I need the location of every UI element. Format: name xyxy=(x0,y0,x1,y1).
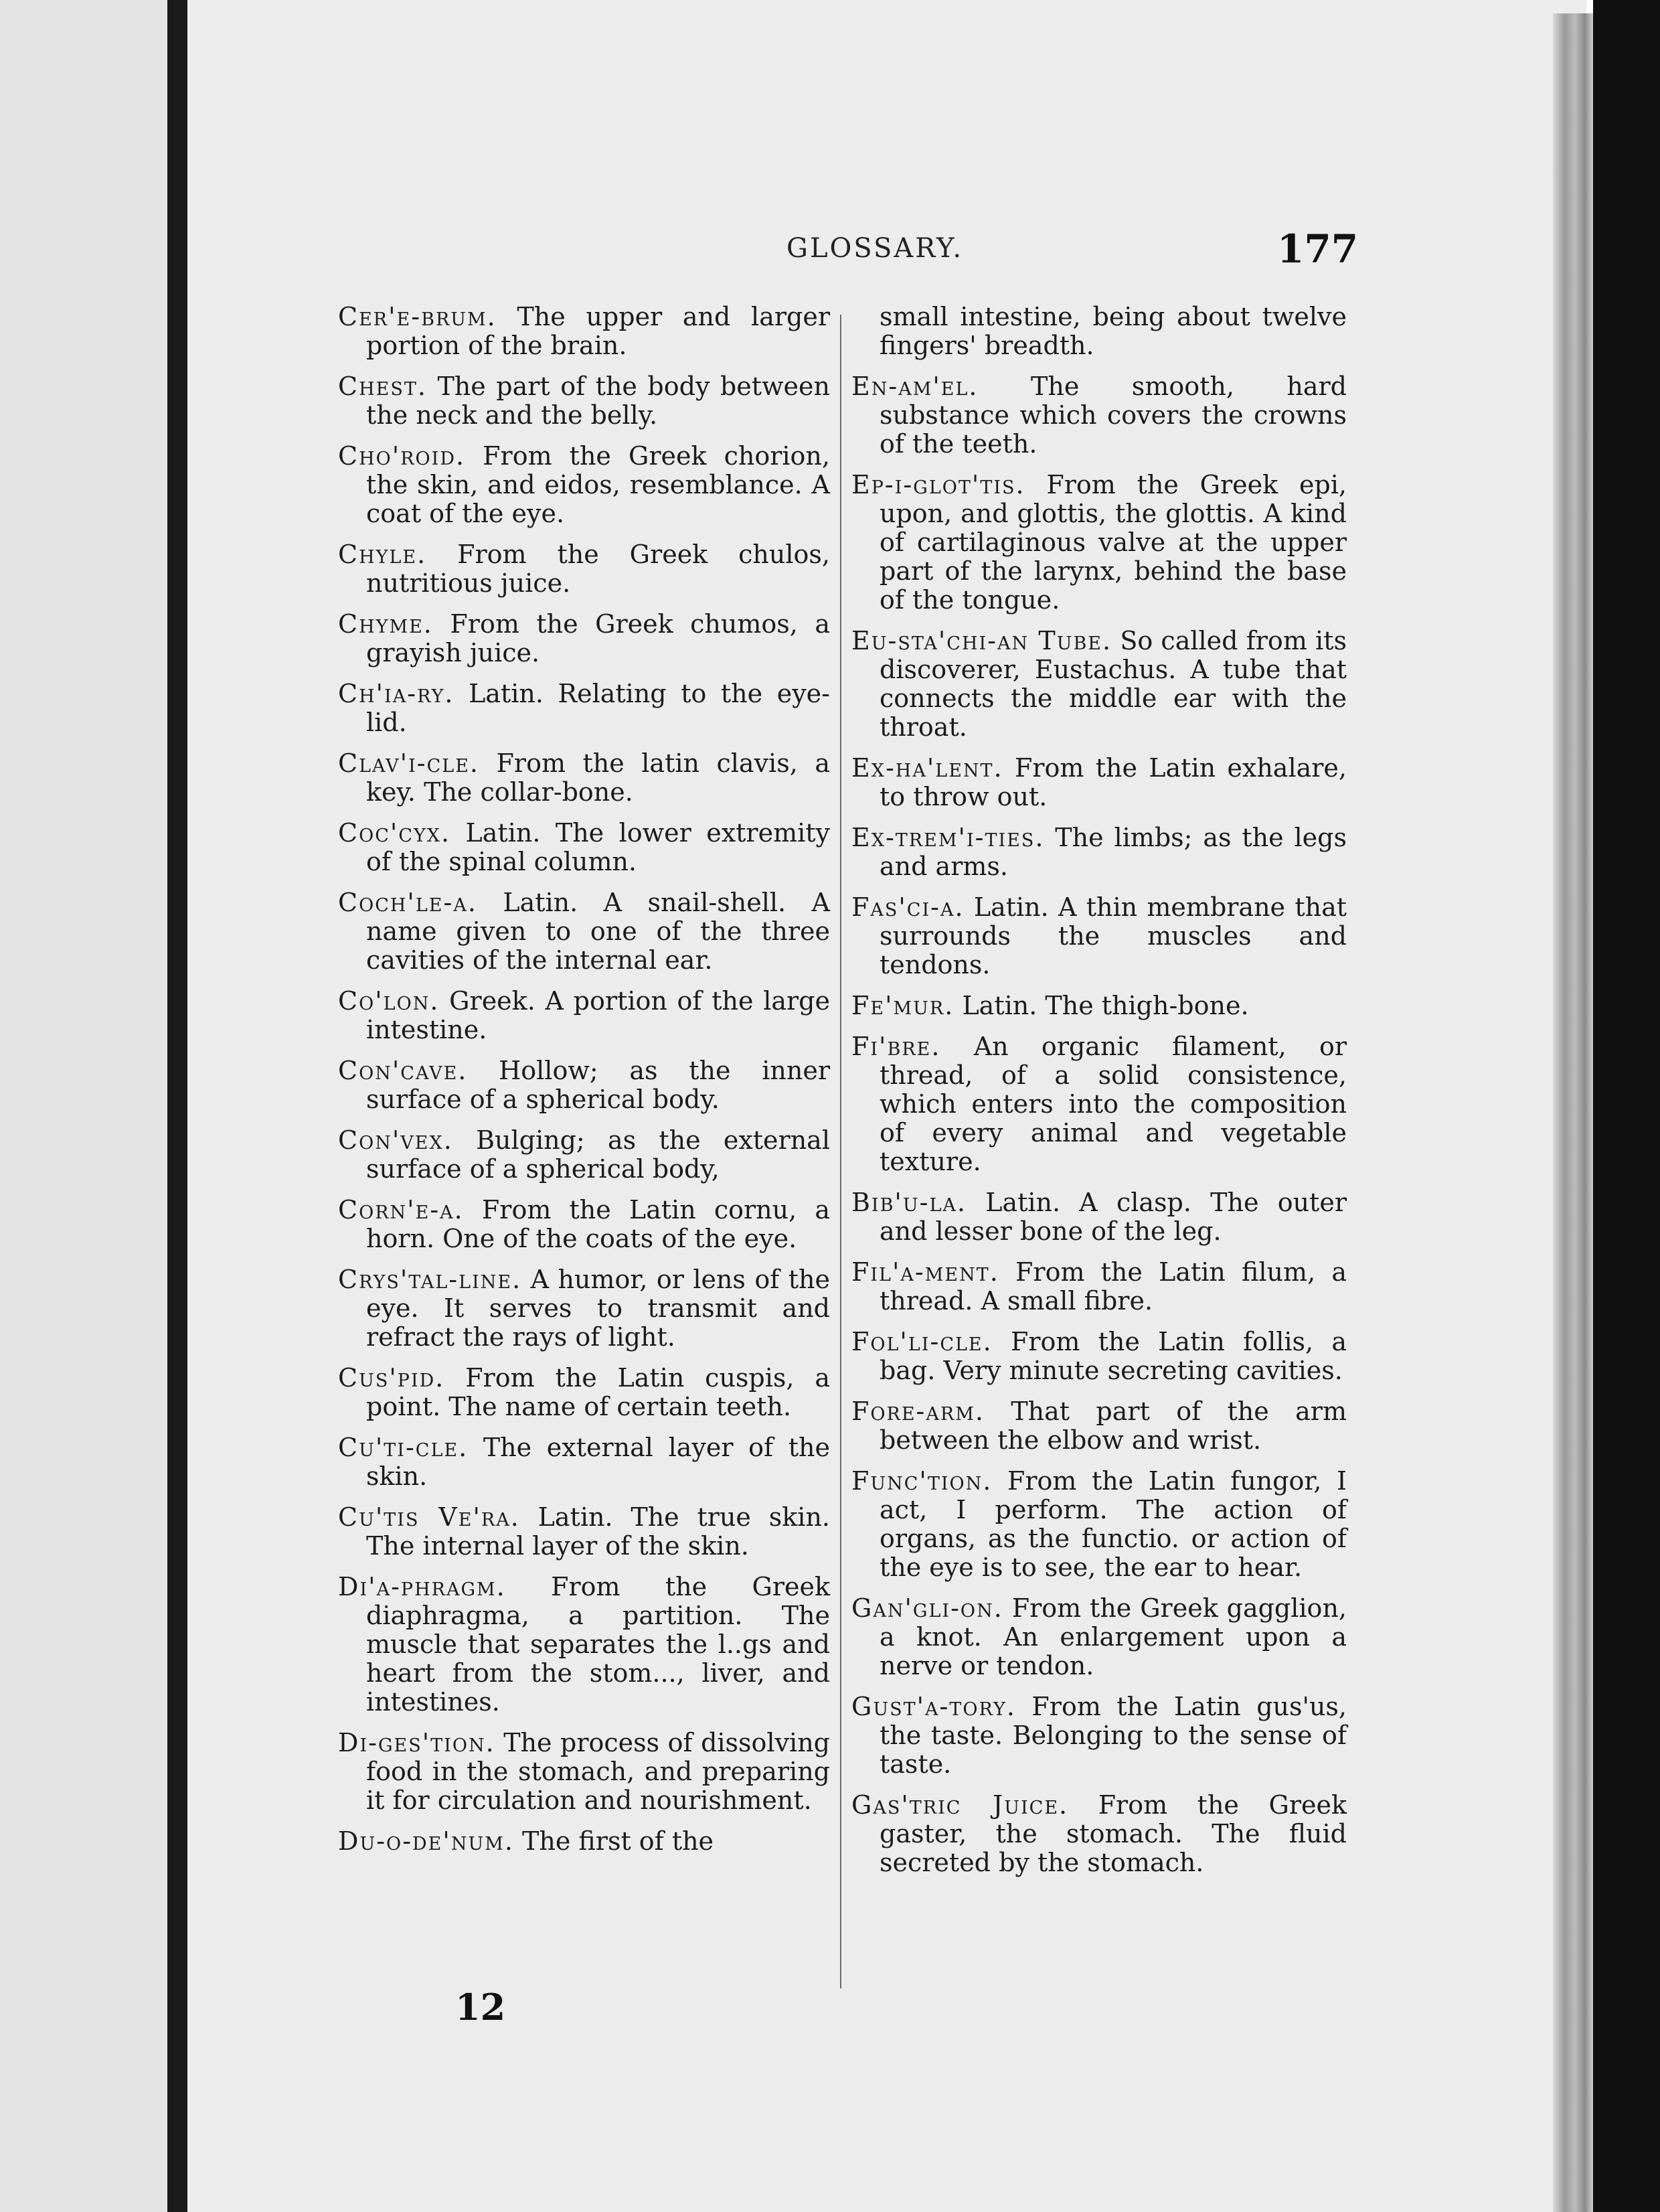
entry-headword: Cer'e-brum. xyxy=(338,302,497,331)
entry-definition: From the Greek diaphragma, a partition. The muscle that separates the l..gs and heart from the stom..., liver, and intestines. xyxy=(366,1572,830,1717)
entry-definition: Latin. Relating to the eye-lid. xyxy=(366,679,830,737)
entry-definition: From the Greek chorion, the skin, and eidos, resemblance. A coat of the eye. xyxy=(366,441,830,528)
entry-definition: From the Latin follis, a bag. Very minute secreting cavities. xyxy=(880,1327,1347,1385)
glossary-entry xyxy=(338,1056,830,1114)
glossary-entry xyxy=(851,823,1347,881)
glossary-entry xyxy=(338,1364,830,1421)
glossary-column-right xyxy=(851,303,1347,1889)
glossary-entry xyxy=(851,1188,1347,1246)
entry-headword: Func'tion. xyxy=(851,1466,993,1496)
glossary-entry xyxy=(338,888,830,975)
glossary-entry xyxy=(851,1032,1347,1176)
glossary-entry xyxy=(338,680,830,737)
entry-headword: Bib'u-la. xyxy=(851,1188,967,1217)
entry-definition: The upper and larger portion of the brain. xyxy=(366,302,830,360)
entry-headword: Ep-i-glot'tis. xyxy=(851,470,1025,499)
entry-headword: Cu'ti-cle. xyxy=(338,1433,469,1462)
entry-definition: A humor, or lens of the eye. It serves to transmit and refract the rays of light. xyxy=(366,1265,830,1352)
glossary-entry xyxy=(338,1729,830,1815)
entry-definition: From the Greek gagglion, a knot. An enlargement upon a nerve or tendon. xyxy=(880,1593,1347,1680)
entry-headword: Ex-trem'i-ties. xyxy=(851,823,1045,852)
entry-definition: The process of dissolving food in the stomach, and preparing it for circulation and nourishment. xyxy=(366,1728,830,1815)
entry-definition: So called from its discoverer, Eustachus. A tube that connects the middle ear with the throat. xyxy=(880,626,1347,742)
glossary-entry xyxy=(338,610,830,667)
page-number: 177 xyxy=(1277,226,1359,272)
glossary-entry xyxy=(338,442,830,528)
column-divider xyxy=(840,315,841,1988)
entry-headword: Crys'tal-line. xyxy=(338,1265,522,1294)
entry-headword: Fas'ci-a. xyxy=(851,892,965,922)
entry-definition: From the Latin filum, a thread. A small fibre. xyxy=(880,1257,1347,1316)
glossary-entry xyxy=(851,992,1347,1020)
entry-headword: Chyme. xyxy=(338,609,433,639)
glossary-entry xyxy=(851,893,1347,979)
glossary-entry xyxy=(338,540,830,598)
entry-definition: From the Latin gus'us, the taste. Belonging to the sense of taste. xyxy=(880,1692,1347,1779)
entry-headword: Eu-sta'chi-an Tube. xyxy=(851,626,1112,655)
scan-background xyxy=(1593,0,1660,2212)
entry-definition: Hollow; as the inner surface of a spherical body. xyxy=(366,1056,830,1114)
entry-definition: Bulging; as the external surface of a spherical body, xyxy=(366,1125,830,1184)
glossary-entry xyxy=(851,471,1347,615)
entry-definition: From the Latin cuspis, a point. The name of certain teeth. xyxy=(366,1363,830,1421)
entry-headword: Coc'cyx. xyxy=(338,818,451,848)
entry-definition: From the Greek chulos, nutritious juice. xyxy=(366,540,830,598)
entry-headword: Fol'li-cle. xyxy=(851,1327,993,1356)
entry-headword: Chest. xyxy=(338,372,427,401)
glossary-entry xyxy=(338,1433,830,1491)
entry-headword: Cus'pid. xyxy=(338,1363,445,1393)
entry-headword: Di-ges'tion. xyxy=(338,1728,495,1757)
entry-definition: Latin. A clasp. The outer and lesser bone of the leg. xyxy=(880,1188,1347,1246)
glossary-entry xyxy=(338,1265,830,1352)
glossary-entry xyxy=(851,372,1347,459)
glossary-entry xyxy=(851,1467,1347,1582)
entry-definition: The limbs; as the legs and arms. xyxy=(880,823,1347,881)
glossary-entry xyxy=(338,819,830,876)
entry-headword: Gas'tric Juice. xyxy=(851,1790,1069,1820)
entry-definition: That part of the arm between the elbow and wrist. xyxy=(880,1397,1347,1455)
glossary-entry xyxy=(851,1328,1347,1385)
glossary-entry xyxy=(338,749,830,807)
facing-page-margin xyxy=(0,0,167,2212)
entry-definition: From the Latin cornu, a horn. One of the coats of the eye. xyxy=(366,1195,830,1253)
glossary-entry xyxy=(338,1827,830,1856)
entry-headword: Corn'e-a. xyxy=(338,1195,464,1224)
glossary-entry xyxy=(338,987,830,1044)
glossary-entry xyxy=(851,754,1347,811)
glossary-entry xyxy=(338,1503,830,1561)
glossary-entry xyxy=(338,1573,830,1717)
entry-definition: From the Latin fungor, I act, I perform. The action of organs, as the functio. or action of the eye is to see, the ear to hear. xyxy=(880,1466,1347,1582)
entry-definition: small intestine, being about twelve fingers' breadth. xyxy=(880,302,1347,360)
entry-headword: En-am'el. xyxy=(851,372,979,401)
binding-edge xyxy=(167,0,187,2212)
entry-definition: Latin. A thin membrane that surrounds the muscles and tendons. xyxy=(880,892,1347,979)
glossary-entry xyxy=(338,1196,830,1253)
entry-headword: Gan'gli-on. xyxy=(851,1593,1003,1623)
entry-headword: Di'a-phragm. xyxy=(338,1572,506,1601)
entry-definition: Latin. The lower extremity of the spinal column. xyxy=(366,818,830,876)
entry-headword: Cho'roid. xyxy=(338,441,466,471)
glossary-entry xyxy=(851,1397,1347,1455)
signature-mark: 12 xyxy=(455,1986,506,2029)
entry-definition: From the Latin exhalare, to throw out. xyxy=(880,753,1347,811)
glossary-entry xyxy=(851,1594,1347,1680)
entry-definition: Latin. The thigh-bone. xyxy=(962,991,1249,1020)
entry-headword: Chyle. xyxy=(338,540,427,569)
entry-headword: Co'lon. xyxy=(338,986,440,1016)
entry-headword: Fi'bre. xyxy=(851,1032,941,1061)
entry-headword: Clav'i-cle. xyxy=(338,748,479,778)
glossary-entry xyxy=(338,303,830,360)
entry-headword: Ex-ha'lent. xyxy=(851,753,1003,783)
entry-headword: Coch'le-a. xyxy=(338,888,477,917)
entry-headword: Ch'ia-ry. xyxy=(338,679,454,708)
entry-definition: From the Greek gaster, the stomach. The fluid secreted by the stomach. xyxy=(880,1790,1347,1877)
entry-definition: The part of the body between the neck and the belly. xyxy=(366,372,830,430)
entry-definition: An organic filament, or thread, of a solid consistence, which enters into the composition of every animal and vegetable texture. xyxy=(880,1032,1347,1176)
entry-headword: Fore-arm. xyxy=(851,1397,985,1426)
entry-definition: The smooth, hard substance which covers the crowns of the teeth. xyxy=(880,372,1347,459)
entry-definition: From the Greek epi, upon, and glottis, the glottis. A kind of cartilaginous valve at the upper part of the larynx, behind the base of the tongue. xyxy=(880,470,1347,615)
entry-definition: Greek. A portion of the large intestine. xyxy=(366,986,830,1044)
glossary-entry xyxy=(338,372,830,430)
entry-definition: The external layer of the skin. xyxy=(366,1433,830,1491)
glossary-column-left xyxy=(338,303,830,1868)
entry-headword: Du-o-de'num. xyxy=(338,1826,514,1856)
entry-headword: Con'vex. xyxy=(338,1125,453,1155)
entry-definition: From the Greek chumos, a grayish juice. xyxy=(366,609,830,667)
entry-headword: Gust'a-tory. xyxy=(851,1692,1016,1721)
entry-definition: Latin. A snail-shell. A name given to one of the three cavities of the internal ear. xyxy=(366,888,830,975)
glossary-entry xyxy=(851,1692,1347,1779)
entry-headword: Cu'tis Ve'ra. xyxy=(338,1502,520,1532)
glossary-entry xyxy=(851,627,1347,742)
entry-definition: Latin. The true skin. The internal layer of the skin. xyxy=(366,1502,830,1561)
glossary-entry xyxy=(851,303,1347,360)
entry-definition: From the latin clavis, a key. The collar-bone. xyxy=(366,748,830,807)
entry-headword: Con'cave. xyxy=(338,1056,468,1085)
entry-headword: Fe'mur. xyxy=(851,991,954,1020)
glossary-entry xyxy=(851,1791,1347,1877)
glossary-entry xyxy=(851,1258,1347,1316)
page-stack-edge xyxy=(1553,13,1593,2212)
running-title: GLOSSARY. xyxy=(786,233,964,264)
entry-headword: Fil'a-ment. xyxy=(851,1257,999,1287)
glossary-entry xyxy=(338,1126,830,1184)
entry-definition: The first of the xyxy=(522,1826,714,1856)
